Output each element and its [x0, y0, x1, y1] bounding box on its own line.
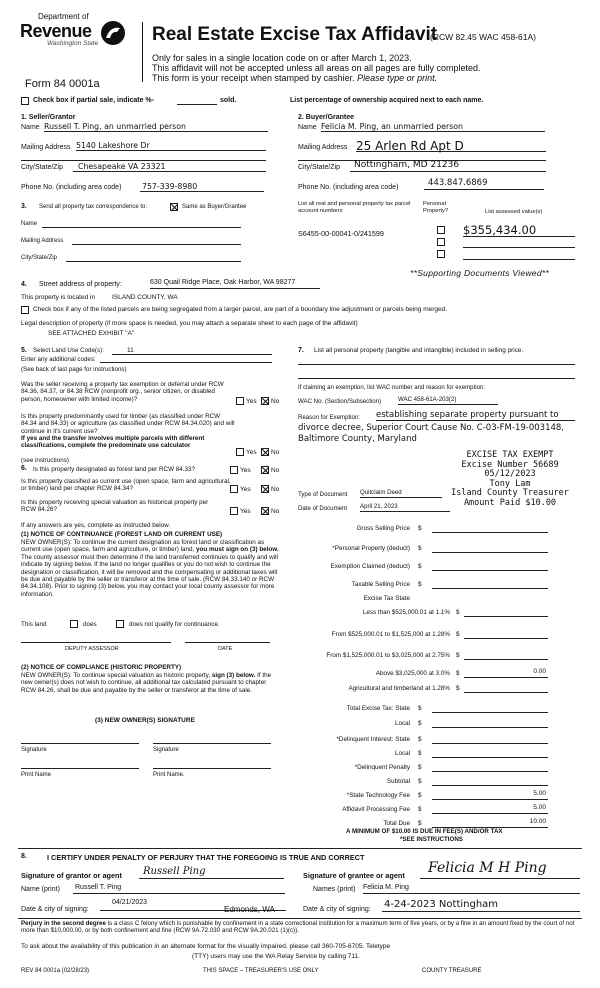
- minimum-note-1: A MINIMUM OF $10.00 IS DUE IN FEE(S) AND/OR TAX: [346, 828, 503, 835]
- form-revision: REV 84 0001a (02/28/23): [21, 968, 90, 974]
- buyer-name-label: Name: [298, 124, 317, 131]
- personal-property-checkbox-1[interactable]: [437, 226, 445, 234]
- notice-compliance-title: (2) NOTICE OF COMPLIANCE (HISTORIC PROPERTY): [21, 664, 182, 671]
- personal-property-field-2[interactable]: [298, 378, 575, 379]
- notice-continuance-c: The county assessor must then determine if the land transferred continues to qualify and will indicate by signing below. If the land no longer qualifies or you do not wish to continue the designation or classification, it will be removed and the compensating or additional taxes will be due and payable by the seller or transferor at the time of sale. (RCW 84.33.140 or RCW 84.34.108). Prior to signing (3) below, you may contact your local county assessor for more information.: [21, 553, 278, 598]
- calc-t5-field[interactable]: [464, 683, 548, 693]
- s5-q1-yes-checkbox[interactable]: [236, 397, 244, 405]
- perjury-text: [21, 920, 583, 934]
- calc-exempt-dollar: $: [418, 563, 422, 570]
- buyer-address-label: Mailing Address: [298, 144, 348, 151]
- reason-line-2[interactable]: divorce decree, Superior Court Cause No. C-03-FM-19-003148,: [298, 423, 564, 433]
- seller-city-label: City/State/Zip: [21, 164, 64, 171]
- segregated-label: Check box if any of the listed parcels are being segregated from a larger parcel, are part of a boundary line adjustment or parcels being merged.: [33, 306, 448, 313]
- minimum-note-2: *SEE INSTRUCTIONS: [400, 836, 463, 843]
- s3-address-label: Mailing Address: [21, 238, 64, 244]
- calc-t2-label: From $525,000.01 to $1,525,000 at 1.28%: [331, 631, 450, 638]
- assessed-value-header: List assessed value(s): [485, 209, 543, 215]
- calc-gross-field[interactable]: [432, 523, 548, 533]
- parcel-number: S6455-00-00041-0/241599: [298, 229, 384, 238]
- calc-subtotal-field[interactable]: [432, 776, 548, 786]
- calc-t2-field[interactable]: [464, 629, 548, 639]
- grantor-date-value: 04/21/2023: [112, 899, 148, 906]
- seller-address-label: Mailing Address: [21, 144, 71, 151]
- stamp-line-4: Tony Lam: [489, 478, 531, 489]
- doc-type-label: Type of Document: [298, 491, 348, 498]
- calc-t3-dollar: $: [456, 652, 460, 659]
- calc-subtotal-dollar: $: [418, 778, 422, 785]
- personal-property-field-1[interactable]: [298, 364, 575, 365]
- s6-q3-no: No: [271, 508, 280, 515]
- additional-codes-label: Enter any additional codes:: [21, 356, 96, 363]
- state-label: Washington State: [47, 40, 99, 47]
- grantor-city-value: Edmonds, WA: [224, 905, 275, 914]
- stamp-line-5: Island County Treasurer: [451, 488, 569, 499]
- owner-signature-1-field[interactable]: [21, 743, 139, 744]
- county-treasurer-label: COUNTY TREASURE: [422, 968, 482, 974]
- calc-t5-dollar: $: [456, 685, 460, 692]
- calc-t3-label: From $1,525,000.01 to $3,025,000 at 2.75%: [326, 652, 450, 659]
- notice-compliance-body: [21, 672, 281, 694]
- owner-print-1-label: Print Name: [21, 772, 52, 778]
- personal-property-checkbox-3[interactable]: [437, 250, 445, 258]
- buyer-city-label: City/State/Zip: [298, 164, 341, 171]
- header-line-3a: This form is your receipt when stamped by cashier.: [152, 73, 355, 83]
- alt-format-line-1: To ask about the availability of this publication in an alternate format for the visually impaired, please call 360-705-6705. Teletype: [21, 943, 391, 950]
- seller-phone-label: Phone No. (including area code): [21, 184, 122, 191]
- street-address-field[interactable]: 630 Quail Ridge Place, Oak Harbor, WA 98277: [150, 279, 320, 289]
- grantor-name-label: Name (print): [21, 886, 60, 893]
- s6-q2-yes-checkbox[interactable]: [230, 485, 238, 493]
- calc-local-field[interactable]: [432, 718, 548, 728]
- additional-codes-field[interactable]: [100, 362, 272, 363]
- s5-instructions: (See back of last page for instructions): [21, 366, 127, 373]
- calc-t4-label: Above $3,025,000 at 3.0%: [375, 670, 450, 677]
- calc-total-state-label: Total Excise Tax: State: [346, 705, 410, 712]
- stamp-line-1: EXCISE TAX EXEMPT: [466, 450, 554, 460]
- assessed-value-line-2[interactable]: [463, 247, 575, 248]
- assessed-value-line-3[interactable]: [463, 259, 575, 260]
- seller-address-line: [21, 160, 266, 161]
- perjury-body: is a class C felony which is punishable by confinement in a state correctional institution for a maximum term of five years, or by a fine in an amount fixed by the court of not more than $10,000.00, or by both confinement and fine (RCW 9A.72.030 and RCW 9A.20.021 (1)(c)).: [21, 920, 575, 935]
- footer-top-rule: [18, 918, 582, 919]
- exemption-claim-label: If claiming an exemption, list WAC number and reason for exemption:: [298, 384, 486, 391]
- grantee-signature-field[interactable]: Felicia M H Ping: [420, 860, 580, 879]
- s3-same-label: Same as Buyer/Grantee: [182, 204, 247, 210]
- reason-label: Reason for Exemption:: [298, 414, 360, 421]
- s5-q2-no-checkbox[interactable]: [261, 448, 269, 456]
- calc-state-label: Excise Tax State: [363, 595, 410, 602]
- assessed-value-field[interactable]: $355,434.00: [463, 223, 575, 237]
- header-divider: [142, 22, 143, 82]
- does-not-checkbox[interactable]: [116, 620, 124, 628]
- personal-property-header: Personal Property?: [423, 201, 449, 214]
- legal-description-value: SEE ATTACHED EXHIBIT "A": [48, 330, 135, 337]
- calc-local-label: Local: [394, 720, 410, 727]
- stamp-line-6: Amount Paid $10.00: [463, 497, 557, 508]
- grantee-names-label: Names (print): [313, 886, 356, 893]
- seller-name-field[interactable]: Russell T. Ping, an unmarried person: [44, 122, 268, 132]
- calc-proc-dollar: $: [418, 806, 422, 813]
- s5-q1: Was the seller receiving a property tax exemption or deferral under RCW 84.36, 84.37, or 84.38 RCW (nonprofit org., senior citizen, or disabled person, homeowner with limited income)?: [21, 381, 224, 403]
- calc-proc-label: Affidavit Processing Fee: [342, 806, 410, 813]
- s6-q1-no-checkbox[interactable]: [261, 466, 269, 474]
- s6-q2: Is this property classified as current use (open space, farm and agricultural, or timber) land per chapter RCW 84.34?: [21, 478, 231, 493]
- s7-label: List all personal property (tangible and intangible) included in selling price.: [314, 347, 524, 354]
- calc-personal-field[interactable]: [432, 543, 548, 553]
- certify-heading: I CERTIFY UNDER PENALTY OF PERJURY THAT THE FOREGOING IS TRUE AND CORRECT: [47, 853, 365, 862]
- calc-tech-field[interactable]: 5.00: [432, 790, 548, 800]
- owner-signature-2-field[interactable]: [153, 743, 271, 744]
- revenue-logo-icon: [100, 20, 126, 46]
- buyer-phone-label: Phone No. (including area code): [298, 184, 399, 191]
- calc-t2-dollar: $: [456, 631, 460, 638]
- s6-q3-yes: Yes: [240, 508, 251, 515]
- wac-field[interactable]: WAC 458-61A-203(2): [398, 396, 498, 405]
- form-rcw: (RCW 82.45 WAC 458-61A): [430, 32, 536, 42]
- partial-sale-checkbox[interactable]: [21, 97, 29, 105]
- dept-label: Department of: [38, 12, 89, 21]
- reason-line-1[interactable]: establishing separate property pursuant to: [376, 410, 575, 421]
- s5-q2-yes-checkbox[interactable]: [236, 448, 244, 456]
- calc-personal-dollar: $: [418, 545, 422, 552]
- calc-delinq-int-field[interactable]: [432, 734, 548, 744]
- partial-sale-label: Check box if partial sale, indicate %-: [33, 97, 154, 104]
- buyer-phone-field[interactable]: 443.847.6869: [424, 178, 544, 190]
- grantee-date-field[interactable]: 4-24-2023 Nottingham: [382, 899, 580, 912]
- notice-continuance-b: you must sign on (3) below.: [196, 546, 279, 554]
- located-label: This property is located in: [21, 294, 96, 301]
- partial-sale-percent-field[interactable]: [177, 104, 217, 105]
- s6-q1-yes-checkbox[interactable]: [230, 466, 238, 474]
- notice-continuance-body: [21, 539, 281, 598]
- header-line-1: Only for sales in a single location code on or after March 1, 2023.: [152, 53, 412, 63]
- s3-number: 3.: [21, 203, 27, 210]
- owner-print-1-field[interactable]: [21, 768, 139, 769]
- land-use-code: 11: [127, 347, 134, 354]
- s5-q2-no: No: [271, 449, 280, 456]
- calc-delinq-pen-dollar: $: [418, 764, 422, 771]
- form-title: Real Estate Excise Tax Affidavit: [152, 24, 438, 45]
- s5-number: 5.: [21, 347, 27, 354]
- calc-total-dollar: $: [418, 820, 422, 827]
- supporting-docs-stamp: **Supporting Documents Viewed**: [410, 268, 550, 278]
- s4-label: Street address of property:: [39, 281, 122, 288]
- header-line-3b: Please type or print.: [357, 73, 438, 83]
- new-owner-signature-heading: (3) NEW OWNER(S) SIGNATURE: [95, 717, 195, 724]
- located-county: ISLAND COUNTY, WA: [112, 294, 178, 301]
- s6-number: 6.: [21, 465, 27, 472]
- s5-q1-yes: Yes: [246, 398, 257, 405]
- calc-subtotal-label: Subtotal: [386, 778, 410, 785]
- calc-taxable-dollar: $: [418, 581, 422, 588]
- s3-name-label: Name: [21, 221, 38, 227]
- legal-description-label: Legal description of property (if more space is needed, you may attach a separate sheet to each page of the affidavit): [21, 320, 358, 327]
- calc-gross-dollar: $: [418, 525, 422, 532]
- grantee-name-field[interactable]: Felicia M. Ping: [363, 884, 580, 894]
- wac-label: WAC No. (Section/Subsection): [298, 398, 382, 405]
- stamp-line-2: Excise Number 56689: [461, 459, 559, 470]
- reason-line-3[interactable]: Baltimore County, Maryland: [298, 434, 417, 444]
- calc-total-state-field[interactable]: [432, 703, 548, 713]
- s6-q3-yes-checkbox[interactable]: [230, 507, 238, 515]
- s5-q1-no: No: [271, 398, 280, 405]
- buyer-name-field[interactable]: Felicia M. Ping, an unmarried person: [321, 122, 545, 132]
- does-not-label: does not qualify for continuance.: [129, 621, 220, 628]
- calc-taxable-field[interactable]: [432, 579, 548, 589]
- calc-exempt-field[interactable]: [432, 561, 548, 571]
- owner-signature-2-label: Signature: [153, 747, 179, 753]
- calc-delinq-pen-field[interactable]: [432, 762, 548, 772]
- calc-taxable-label: Taxable Selling Price: [351, 581, 410, 588]
- deputy-assessor-label: DEPUTY ASSESSOR: [65, 646, 119, 652]
- calc-tech-dollar: $: [418, 792, 422, 799]
- ownership-percent-label: List percentage of ownership acquired next to each name.: [290, 97, 484, 104]
- calc-local2-field[interactable]: [432, 748, 548, 758]
- revenue-logo-text: Revenue: [20, 21, 92, 41]
- notice-compliance-c: If the new owner(s) does not wish to continue, all additional tax calculated pursuant to chapter RCW 84.26, shall be due and payable by the seller or transferor at the time of sale.: [21, 672, 272, 694]
- header-line-2: This affidavit will not be accepted unless all areas on all pages are fully completed.: [152, 63, 481, 73]
- seller-name-label: Name: [21, 124, 40, 131]
- calc-total-field[interactable]: 10.00: [432, 818, 548, 828]
- calc-local2-label: Local: [394, 750, 410, 757]
- s6-q3: Is this property receiving special valuation as historical property per RCW 84.26?: [21, 499, 209, 514]
- calc-t4-field[interactable]: 0.00: [464, 668, 548, 678]
- grantor-signature-label: Signature of grantor or agent: [21, 871, 122, 880]
- deputy-assessor-line[interactable]: [21, 642, 171, 643]
- calc-t4-dollar: $: [456, 670, 460, 677]
- grantee-signature-label: Signature of grantee or agent: [303, 871, 405, 880]
- buyer-city-field[interactable]: Nottingham, MD 21236: [350, 160, 546, 172]
- alt-format-line-2: (TTY) users may use the WA Relay Service by calling 711.: [192, 953, 360, 960]
- assessor-date-line[interactable]: [185, 642, 270, 643]
- land-use-field[interactable]: [112, 354, 272, 355]
- partial-sale-sold: sold.: [220, 97, 237, 104]
- calc-delinq-pen-label: *Delinquent Penalty: [354, 764, 410, 771]
- s3-address-field[interactable]: [72, 244, 241, 245]
- calc-proc-field[interactable]: 5.00: [432, 804, 548, 814]
- doc-type-field[interactable]: Quitclaim Deed: [360, 489, 442, 498]
- calc-t5-label: Agricultural and timberland at 1.28%: [348, 685, 450, 692]
- assessor-date-label: DATE: [218, 646, 233, 652]
- s6-q2-no: No: [271, 486, 280, 493]
- calc-delinq-int-label: *Delinquent Interest: State: [336, 736, 410, 743]
- seller-phone-field[interactable]: 757-339-8980: [140, 182, 264, 192]
- this-land-label: This land: [21, 621, 47, 628]
- calc-delinq-int-dollar: $: [418, 736, 422, 743]
- form-number: Form 84 0001a: [25, 78, 100, 90]
- calc-local2-dollar: $: [418, 750, 422, 757]
- segregated-checkbox[interactable]: [21, 306, 29, 314]
- s6-q1: Is this property designated as forest land per RCW 84.33?: [33, 466, 196, 473]
- s6-q1-no: No: [271, 467, 280, 474]
- owner-signature-1-label: Signature: [21, 747, 47, 753]
- does-checkbox[interactable]: [70, 620, 78, 628]
- calc-local-dollar: $: [418, 720, 422, 727]
- stamp-line-3: 05/12/2023: [484, 469, 536, 480]
- land-use-label: Select Land Use Code(s):: [33, 347, 104, 354]
- s6-q2-yes: Yes: [240, 486, 251, 493]
- s3-label: Send all property tax correspondence to:: [39, 204, 148, 210]
- s4-number: 4.: [21, 281, 27, 288]
- exempt-stamp: [440, 451, 580, 509]
- doc-date-label: Date of Document: [298, 505, 348, 512]
- s5-q2b: If yes and the transfer involves multiple parcels with different classifications, complete the predominate use calculator: [21, 435, 205, 450]
- buyer-address-field[interactable]: 25 Arlen Rd Apt D: [356, 139, 546, 152]
- calc-t1-dollar: $: [456, 609, 460, 616]
- notice-compliance-b: sign (3) below.: [211, 672, 256, 679]
- s7-number: 7.: [298, 347, 304, 354]
- s5-q2c: (see instructions): [21, 457, 69, 464]
- s8-number: 8.: [21, 853, 27, 860]
- s6-q2-no-checkbox[interactable]: [261, 485, 269, 493]
- treasurer-space-label: THIS SPACE – TREASURER'S USE ONLY: [203, 968, 319, 974]
- section-8-top-rule: [18, 848, 582, 849]
- calc-t1-label: Less than $525,000.01 at 1.1%: [362, 609, 450, 616]
- same-as-buyer-checkbox[interactable]: [170, 203, 178, 211]
- parcel-col-header: List all real and personal property tax parcel account numbers: [298, 201, 411, 214]
- calc-exempt-label: Exemption Claimed (deduct): [330, 563, 410, 570]
- seller-heading: 1. Seller/Grantor: [21, 114, 76, 121]
- notice-continuance-title: (1) NOTICE OF CONTINUANCE (FOREST LAND OR CURRENT USE): [21, 531, 223, 538]
- s5-q1-no-checkbox[interactable]: [261, 397, 269, 405]
- doc-date-field[interactable]: April 21, 2023: [360, 503, 450, 512]
- calc-gross-label: Gross Selling Price: [356, 525, 410, 532]
- personal-property-checkbox-2[interactable]: [437, 238, 445, 246]
- notice-compliance-a: NEW OWNER(S): To continue special valuation as historic property,: [21, 672, 211, 679]
- s6-instruction: If any answers are yes, complete as instructed below.: [21, 522, 171, 529]
- s3-city-field[interactable]: [66, 261, 241, 262]
- calc-total-label: Total Due: [383, 820, 410, 827]
- seller-city-field[interactable]: Chesapeake VA 23321: [73, 162, 266, 172]
- s5-q2a: Is this property predominantly used for timber (as classified under RCW 84.34 and 84.33) or agriculture (as classified under RCW 84.34.020) and will continue in it's current use?: [21, 413, 235, 435]
- grantor-date-label: Date & city of signing:: [21, 906, 89, 913]
- perjury-bold: Perjury in the second degree: [21, 920, 106, 927]
- s3-city-label: City/State/Zip: [21, 255, 58, 261]
- owner-print-2-label: Print Name.: [153, 772, 185, 778]
- seller-address-field[interactable]: 5140 Lakeshore Dr: [76, 141, 266, 151]
- grantor-signature-field[interactable]: Russell Ping: [139, 866, 284, 879]
- owner-print-2-field[interactable]: [153, 768, 271, 769]
- grantee-date-label: Date & city of signing:: [303, 906, 371, 913]
- s3-name-field[interactable]: [42, 227, 241, 228]
- header-line-3: [152, 73, 437, 83]
- calc-total-state-dollar: $: [418, 705, 422, 712]
- calc-tech-label: *State Technology Fee: [346, 792, 410, 799]
- notice-continuance-a: NEW OWNER(S): To continue the current designation as forest land or classification as current use (open space, farm and agriculture, or timber) land,: [21, 539, 265, 554]
- calc-personal-label: *Personal Property (deduct): [332, 545, 410, 552]
- s6-q1-yes: Yes: [240, 467, 251, 474]
- buyer-heading: 2. Buyer/Grantee: [298, 114, 355, 121]
- s6-q3-no-checkbox[interactable]: [261, 507, 269, 515]
- calc-t1-field[interactable]: [464, 607, 548, 617]
- calc-t3-field[interactable]: [464, 650, 548, 660]
- does-label: does: [83, 621, 97, 628]
- s5-q2-yes: Yes: [246, 449, 257, 456]
- grantor-name-field[interactable]: Russell T. Ping: [73, 884, 285, 894]
